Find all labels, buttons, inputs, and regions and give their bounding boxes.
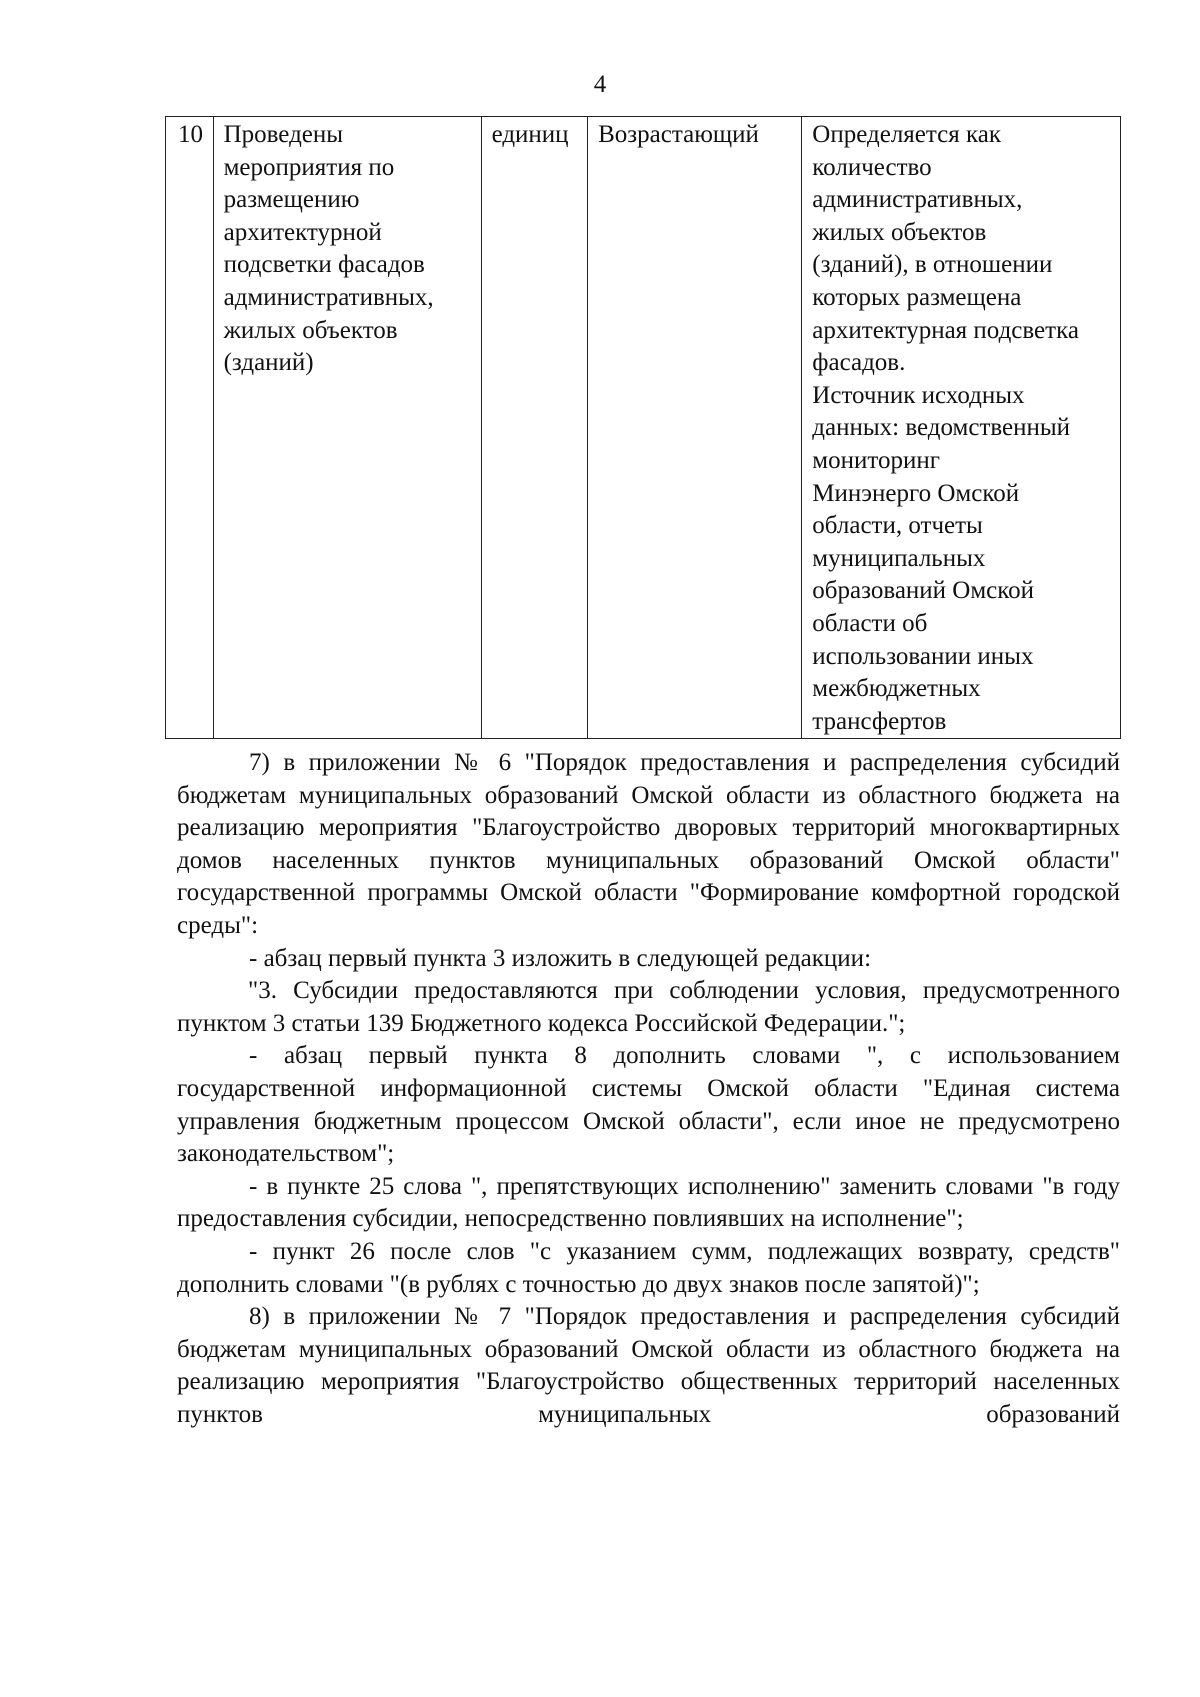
method-line: Минэнерго Омской	[812, 479, 1020, 507]
method-line: жилых объектов	[812, 218, 987, 246]
method-line: фасадов.	[812, 349, 906, 377]
paragraph-item-7: 7) в приложении № 6 "Порядок предоставления и распределения субсидий бюджетам муниципальных образований Омской области из областного бюджета на реализацию мероприятия "Благоустройство дворовых территорий многоквартирных домов населенных пунктов муниципальных образований Омской области" государственной программы Омской области "Формирование комфортной городской среды":	[177, 749, 1120, 939]
method-line: межбюджетных	[812, 675, 981, 703]
paragraph-dash-item: - в пункте 25 слова ", препятствующих исполнению" заменить словами "в году предоставления субсидии, непосредственно повлиявших на исполнение";	[177, 1172, 1120, 1233]
row-number-cell: 10	[166, 117, 214, 739]
amendments-text	[177, 747, 1120, 1431]
method-line: архитектурная подсветка	[812, 316, 1079, 344]
indicator-name-line: жилых объектов	[223, 316, 398, 344]
method-line: административных,	[812, 186, 1023, 214]
paragraph-item-8: 8) в приложении № 7 "Порядок предоставления и распределения субсидий бюджетам муниципальных образований Омской области из областного бюджета на реализацию мероприятия "Благоустройство общественных территорий населенных пунктов муниципальных образований	[177, 1303, 1120, 1428]
method-line: которых размещена	[812, 283, 1022, 311]
paragraph-quoted-clause: "3. Субсидии предоставляются при соблюдении условия, предусмотренного пунктом 3 статьи 139 Бюджетного кодекса Российской Федерации.";	[177, 977, 1120, 1037]
unit-cell: единиц	[481, 117, 588, 739]
dynamics-cell: Возрастающий	[588, 117, 802, 739]
method-line: мониторинг	[812, 446, 940, 474]
indicator-name-line: подсветки фасадов	[223, 251, 425, 279]
indicator-name-line: Проведены	[223, 121, 344, 148]
method-line: области об	[812, 609, 928, 637]
method-line: использовании иных	[812, 642, 1034, 670]
indicator-name-line: архитектурной	[223, 218, 382, 246]
method-cell	[802, 117, 1121, 739]
paragraph-dash-item: - пункт 26 после слов "с указанием сумм, подлежащих возврату, средств" дополнить словами "(в рублях с точностью до двух знаков после запятой)";	[177, 1237, 1120, 1298]
indicator-name-line: (зданий)	[223, 349, 314, 377]
indicator-name-line: административных,	[223, 283, 434, 311]
method-line: Определяется как	[812, 121, 1001, 148]
paragraph-dash-item: - абзац первый пункта 3 изложить в следующей редакции:	[249, 944, 872, 972]
table-row	[166, 117, 1121, 739]
method-line: области, отчеты	[812, 512, 983, 540]
method-line: (зданий), в отношении	[812, 251, 1053, 279]
indicators-table	[165, 116, 1121, 739]
indicator-name-line: мероприятия по	[223, 153, 395, 181]
indicator-name-line: размещению	[223, 186, 360, 214]
method-line: количество	[812, 153, 932, 181]
method-line: муниципальных	[812, 544, 986, 572]
method-line: образований Омской	[812, 577, 1035, 605]
method-line: трансфертов	[812, 707, 947, 735]
method-line: данных: ведомственный	[812, 414, 1071, 442]
indicator-name-cell	[213, 117, 481, 739]
paragraph-dash-item: - абзац первый пункта 8 дополнить словами ", с использованием государственной информационной системы Омской области "Единая система управления бюджетным процессом Омской области", если иное не предусмотрено законодательством";	[177, 1042, 1120, 1168]
page-number: 4	[593, 71, 607, 98]
method-line: Источник исходных	[812, 381, 1025, 409]
